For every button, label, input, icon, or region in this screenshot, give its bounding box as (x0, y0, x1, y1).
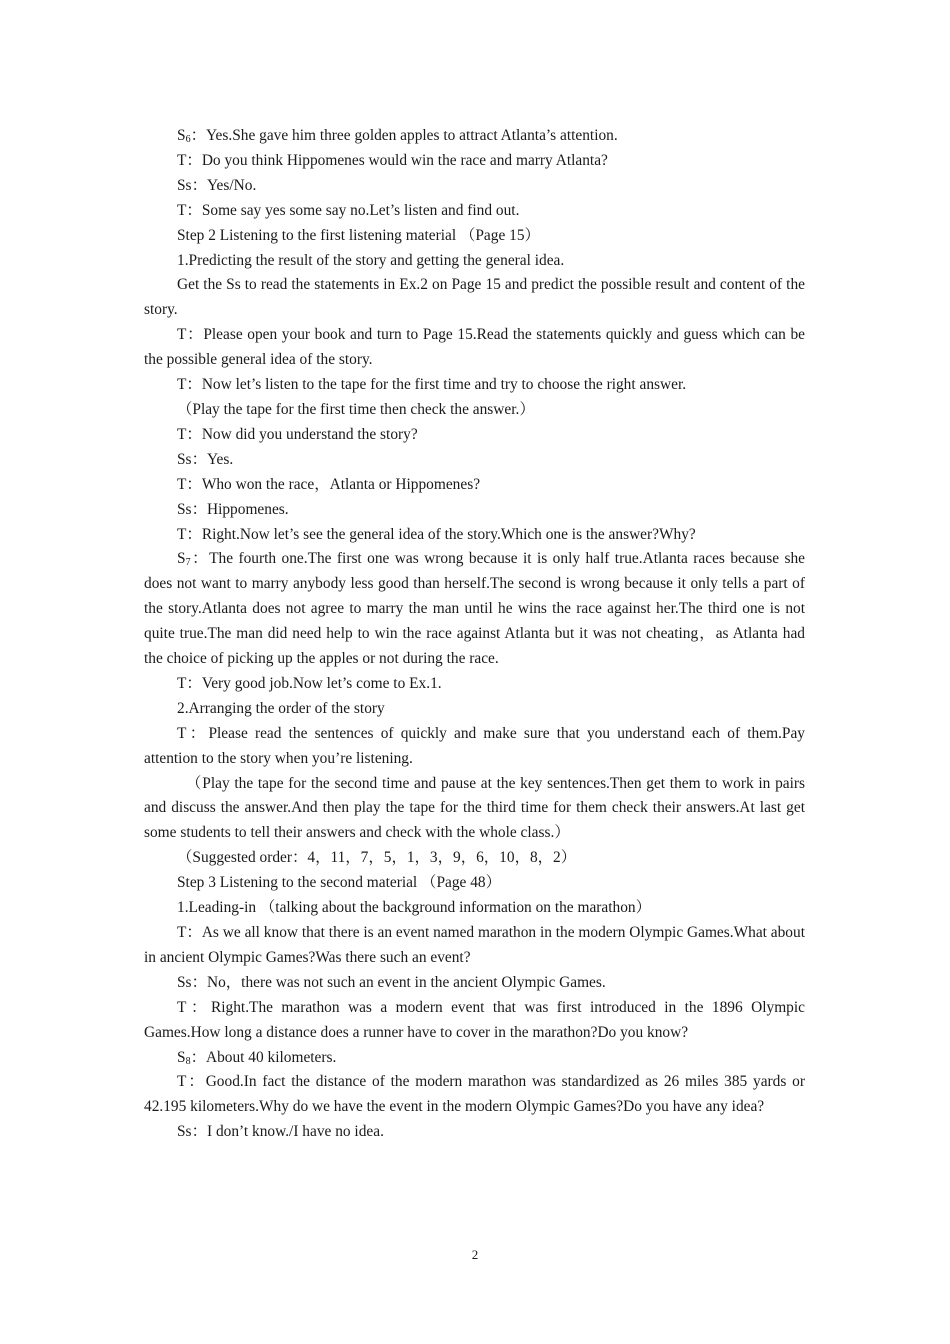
dialogue-line (144, 996, 805, 1046)
speaker-label: T (177, 998, 187, 1016)
line-text: As we all know that there is an event named marathon in the modern Olympic Games.What about in ancient Olympic Games?Was there such an event? (144, 924, 805, 966)
line-text: Very good job.Now let’s come to Ex.1. (201, 674, 442, 692)
instruction-paragraph: Get the Ss to read the statements in Ex.2 on Page 15 and predict the possible result and content of the story. (144, 276, 805, 319)
speaker-separator: ： (186, 674, 202, 692)
speaker-label: S (177, 1048, 186, 1066)
speaker-label: T (177, 425, 187, 443)
dialogue-line (144, 473, 805, 498)
line-text: Do you think Hippomenes would win the race and marry Atlanta? (201, 151, 608, 169)
line-text: Yes.She gave him three golden apples to attract Atlanta’s attention. (205, 127, 618, 144)
dialogue-line (144, 523, 805, 548)
sub-step-heading: 2.Arranging the order of the story (177, 699, 385, 717)
speaker-label: Ss (177, 1123, 192, 1141)
dialogue-line (144, 672, 805, 697)
dialogue-line (144, 124, 805, 149)
line-text: Hippomenes. (206, 500, 289, 518)
sub-step-heading: 1.Leading-in （talking about the background information on the marathon） (177, 899, 651, 917)
speaker-separator: ： (186, 924, 202, 941)
speaker-label: T (177, 376, 187, 394)
line-text: Good.In fact the distance of the modern marathon was standardized as 26 miles 385 yards or 42.195 kilometers.Why do we have the event in the modern Olympic Games?Do you have any idea? (144, 1073, 805, 1116)
line-text: Some say yes some say no.Let’s listen and find out. (201, 201, 520, 219)
line-text: Who won the race，Atlanta or Hippomenes? (201, 475, 481, 493)
speaker-label: T (177, 326, 187, 344)
speaker-separator: ： (186, 151, 202, 169)
speaker-separator: ： (191, 973, 207, 991)
step-heading: Step 2 Listening to the first listening material （Page 15） (177, 226, 540, 244)
dialogue-line (144, 199, 805, 224)
speaker-label: T (177, 201, 187, 219)
speaker-separator: ： (186, 724, 209, 742)
speaker-label: T (177, 525, 187, 543)
speaker-label: T (177, 674, 187, 692)
dialogue-line (144, 423, 805, 448)
line-text: About 40 kilometers. (205, 1048, 337, 1066)
dialogue-line (144, 323, 805, 373)
line-text: Yes/No. (206, 176, 257, 194)
line-text: Right.The marathon was a modern event that was first introduced in the 1896 Olympic Games.How long a distance does a runner have to cover in the marathon?Do you know? (144, 998, 805, 1041)
line-text: Right.Now let’s see the general idea of the story.Which one is the answer?Why? (201, 525, 696, 543)
speaker-label: Ss (177, 973, 192, 991)
dialogue-line (144, 1046, 805, 1071)
line-text: Yes. (206, 450, 234, 468)
speaker-label: S (177, 550, 186, 568)
speaker-separator: ： (190, 127, 206, 144)
speaker-separator: ： (191, 450, 207, 468)
line-text: Now did you understand the story? (201, 425, 418, 443)
line-text: I don’t know./I have no idea. (206, 1123, 384, 1141)
line-text: The fourth one.The first one was wrong because it is only half true.Atlanta races because she does not want to marry anybody less good than herself.The second is wrong because it only tells a part of the story.Atlanta does not agree to marry the man until he wins the race against her.The third one is not quite true.The man did need help to win the race against Atlanta but it was not cheating，as Atlanta had the choice of picking up the apples or not during the race. (144, 550, 805, 668)
speaker-separator: ： (191, 176, 207, 194)
sub-step-heading: 1.Predicting the result of the story and getting the general idea. (177, 251, 565, 269)
speaker-subscript: 7 (185, 557, 191, 569)
speaker-label: T (177, 924, 187, 941)
speaker-subscript: 8 (185, 1055, 191, 1067)
speaker-label: Ss (177, 500, 192, 518)
line-text: Please open your book and turn to Page 15.Read the statements quickly and guess which can be the possible general idea of the story. (144, 326, 805, 369)
dialogue-line (144, 971, 805, 996)
speaker-label: T (177, 724, 187, 742)
speaker-separator: ： (191, 500, 207, 518)
suggested-order: （Suggested order：4，11，7，5，1，3，9，6，10，8，2） (177, 849, 577, 867)
dialogue-line (144, 448, 805, 473)
dialogue-line (144, 921, 805, 971)
dialogue-line (144, 547, 805, 672)
dialogue-line (144, 498, 805, 523)
dialogue-line (144, 174, 805, 199)
speaker-separator: ： (186, 201, 202, 219)
dialogue-line (144, 1120, 805, 1145)
page-number: 2 (471, 1247, 479, 1262)
line-text: Now let’s listen to the tape for the first time and try to choose the right answer. (201, 376, 687, 394)
speaker-subscript: 6 (185, 134, 191, 145)
speaker-separator: ： (186, 525, 202, 543)
speaker-separator: ： (186, 475, 202, 493)
speaker-label: T (177, 151, 187, 169)
speaker-separator: ： (191, 1123, 207, 1141)
speaker-separator: ： (190, 550, 210, 568)
dialogue-line (144, 149, 805, 174)
speaker-separator: ： (186, 998, 211, 1016)
dialogue-line (144, 722, 805, 772)
speaker-separator: ： (186, 425, 202, 443)
speaker-separator: ： (186, 1073, 206, 1091)
dialogue-line (144, 1070, 805, 1120)
speaker-separator: ： (186, 376, 202, 394)
step-heading: Step 3 Listening to the second material （Page 48） (177, 874, 501, 892)
speaker-label: Ss (177, 450, 192, 468)
speaker-separator: ： (190, 1048, 206, 1066)
speaker-label: Ss (177, 176, 192, 194)
speaker-label: T (177, 475, 187, 493)
speaker-label: T (177, 1073, 187, 1091)
speaker-separator: ： (186, 326, 204, 344)
stage-direction: （Play the tape for the second time and pause at the key sentences.Then get them to work in pairs and discuss the answer.And then play the tape for the third time for them check their answers.At last get some students to tell their answers and check with the whole class.） (144, 774, 805, 842)
line-text: No，there was not such an event in the ancient Olympic Games. (206, 973, 606, 991)
dialogue-line (144, 373, 805, 398)
stage-direction: （Play the tape for the first time then check the answer.） (177, 400, 535, 418)
document-body (144, 124, 805, 1145)
speaker-label: S (177, 127, 186, 144)
line-text: Please read the sentences of quickly and make sure that you understand each of them.Pay attention to the story when you’re listening. (144, 724, 805, 767)
